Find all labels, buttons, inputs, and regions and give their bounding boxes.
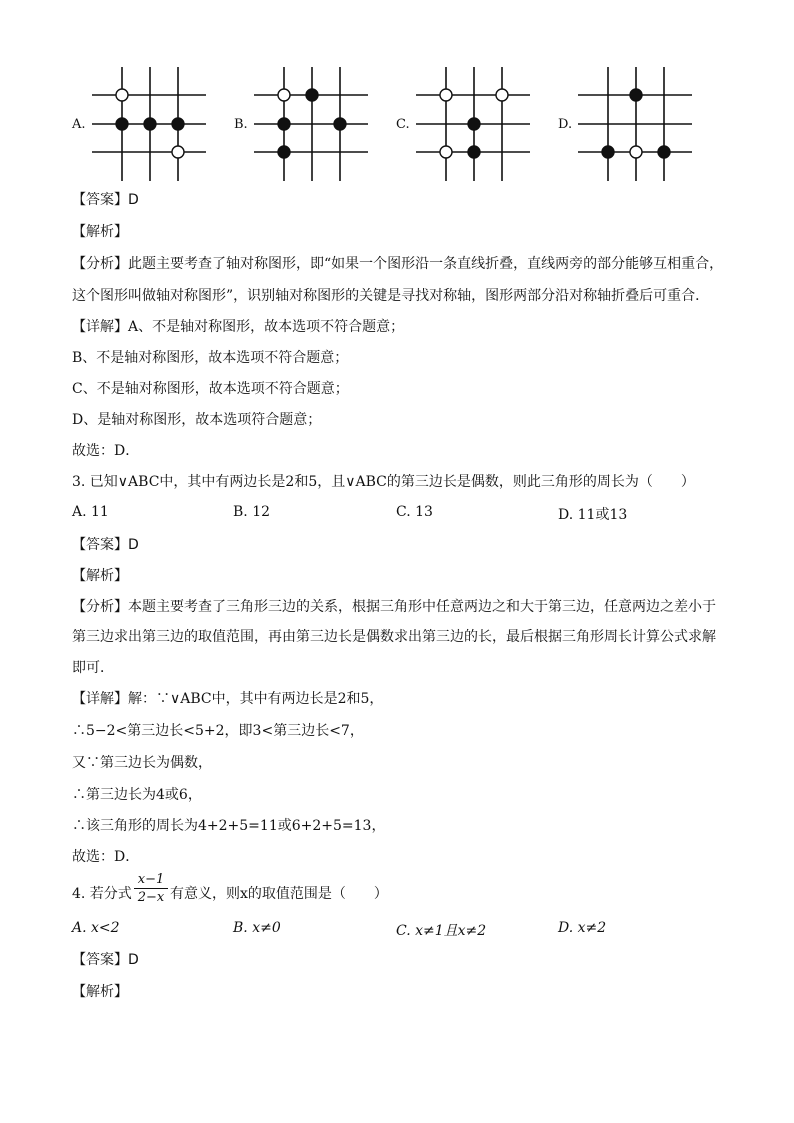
q4-fraction-denominator: 2−x — [137, 890, 165, 905]
white-stone — [172, 146, 184, 158]
q2-analysis-line-2: 这个图形叫做轴对称图形”，识别轴对称图形的关键是寻找对称轴，图形两部分沿对称轴折叠后可重合． — [72, 288, 710, 304]
black-stone — [116, 118, 128, 130]
white-stone — [496, 89, 508, 101]
q2-choose: 故选：D． — [72, 443, 140, 459]
q3-detail-3: 又∵第三边长为偶数， — [72, 755, 212, 771]
q4-fraction-numerator: x−1 — [137, 872, 165, 887]
q2-detail-d: D、是轴对称图形，故本选项符合题意； — [72, 412, 322, 428]
option-c-label: C. — [396, 117, 410, 132]
q3-choose: 故选：D． — [72, 849, 140, 865]
q3-analysis-title: 【解析】 — [72, 568, 128, 584]
q3-detail-4: ∴第三边长为4或6， — [72, 787, 202, 803]
q2-detail-c: C、不是轴对称图形，故本选项不符合题意； — [72, 381, 349, 397]
q3-analysis-line-3: 即可． — [72, 660, 114, 676]
q2-answer: 【答案】D — [72, 192, 139, 208]
black-stone — [630, 89, 642, 101]
black-stone — [172, 118, 184, 130]
q3-analysis-line-2: 第三边求出第三边的取值范围，再由第三边长是偶数求出第三边的长，最后根据三角形周长计算公式求解 — [72, 629, 716, 645]
q3-option-b: B. 12 — [233, 504, 271, 520]
q2-analysis-title: 【解析】 — [72, 224, 128, 240]
black-stone — [468, 118, 480, 130]
q3-option-c: C. 13 — [396, 504, 433, 520]
white-stone — [440, 89, 452, 101]
q4-stem-prefix: 4. 若分式 — [72, 886, 132, 902]
black-stone — [334, 118, 346, 130]
q3-analysis-line-1: 【分析】本题主要考查了三角形三边的关系，根据三角形中任意两边之和大于第三边，任意两边之差小于 — [72, 599, 716, 615]
option-a-label: A. — [72, 117, 86, 132]
option-d-label: D. — [558, 117, 573, 132]
q4-option-c: C. x≠1且x≠2 — [396, 923, 487, 939]
q4-fraction — [134, 872, 168, 905]
white-stone — [630, 146, 642, 158]
white-stone — [116, 89, 128, 101]
option-c-grid — [414, 67, 534, 183]
q2-analysis-line-1: 【分析】此题主要考查了轴对称图形，即“如果一个图形沿一条直线折叠，直线两旁的部分能够互相重合， — [72, 256, 724, 272]
q3-detail-1: 【详解】解：∵∨ABC中，其中有两边长是2和5， — [72, 691, 384, 707]
q2-detail-b: B、不是轴对称图形，故本选项不符合题意； — [72, 350, 349, 366]
q4-fraction-bar — [134, 888, 168, 889]
option-a-grid — [90, 67, 210, 183]
white-stone — [278, 89, 290, 101]
option-b-label: B. — [234, 117, 248, 132]
black-stone — [144, 118, 156, 130]
black-stone — [468, 146, 480, 158]
white-stone — [440, 146, 452, 158]
q4-option-b: B. x≠0 — [233, 920, 281, 936]
q3-option-a: A. 11 — [72, 504, 109, 520]
q4-answer: 【答案】D — [72, 952, 139, 968]
q4-option-d: D. x≠2 — [558, 920, 607, 936]
q4-stem-suffix: 有意义，则x的取值范围是（ ） — [170, 886, 388, 902]
black-stone — [602, 146, 614, 158]
q2-detail-a: 【详解】A、不是轴对称图形，故本选项不符合题意； — [72, 319, 405, 335]
option-b-grid — [252, 67, 372, 183]
q3-option-d: D. 11或13 — [558, 507, 628, 523]
q3-detail-2: ∴5−2<第三边长<5+2，即3<第三边长<7， — [72, 723, 364, 739]
black-stone — [306, 89, 318, 101]
option-d-grid — [576, 67, 696, 183]
black-stone — [278, 118, 290, 130]
q3-answer: 【答案】D — [72, 537, 139, 553]
q3-detail-5: ∴该三角形的周长为4+2+5=11或6+2+5=13， — [72, 818, 386, 834]
q4-analysis-title: 【解析】 — [72, 984, 128, 1000]
q4-option-a: A. x<2 — [72, 920, 120, 936]
black-stone — [278, 146, 290, 158]
q3-stem: 3. 已知∨ABC中，其中有两边长是2和5，且∨ABC的第三边长是偶数，则此三角形的周长为（ ） — [72, 474, 695, 490]
black-stone — [658, 146, 670, 158]
